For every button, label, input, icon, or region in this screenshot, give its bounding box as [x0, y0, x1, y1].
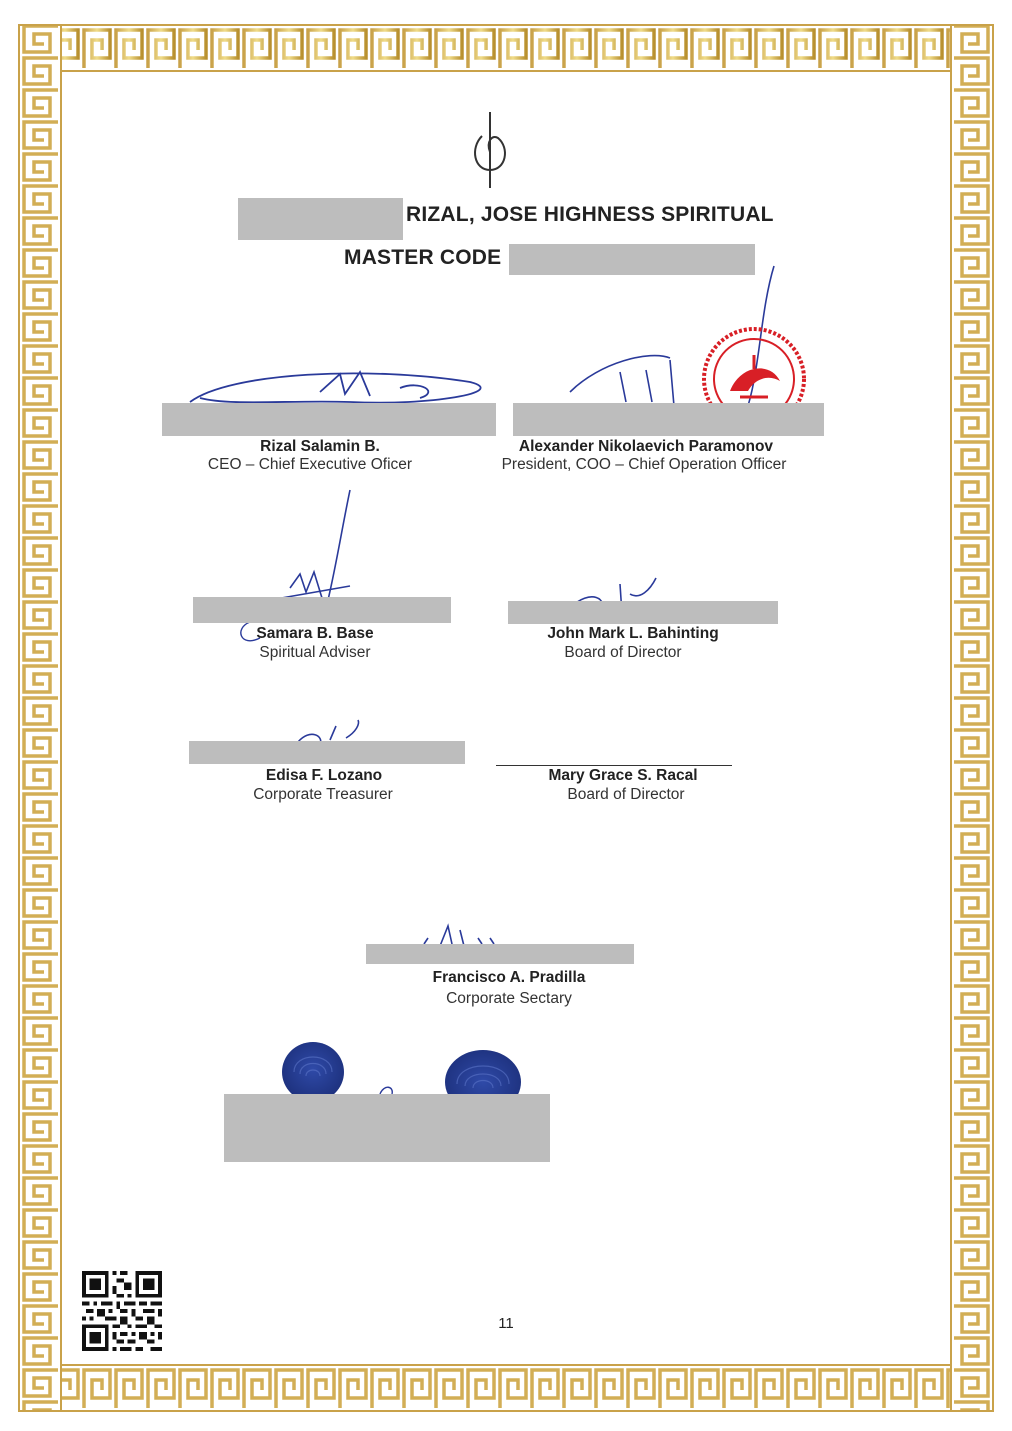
signature-line-racal [496, 765, 732, 766]
redacted-signature-5 [189, 741, 465, 764]
signatory-role-3: Spiritual Adviser [259, 644, 371, 661]
redacted-signature-6 [366, 944, 634, 964]
border-bottom [18, 1364, 994, 1412]
redacted-name-thumbprint [224, 1094, 550, 1162]
thumbprint-left-icon [280, 1038, 346, 1102]
signatory-role-1: CEO – Chief Executive Oficer [207, 456, 413, 473]
border-top [18, 24, 994, 72]
page-number: 11 [498, 1315, 514, 1332]
signatory-role-7: Corporate Sectary [446, 990, 572, 1007]
signatory-role-6: Board of Director [567, 786, 685, 803]
signatory-role-5: Corporate Treasurer [253, 786, 393, 803]
document-title: RIZAL, JOSE HIGHNESS SPIRITUAL [406, 203, 774, 226]
signatory-role-2: President, COO – Chief Operation Officer [501, 456, 787, 473]
master-code-label: MASTER CODE [344, 246, 502, 269]
redacted-signature-3 [193, 597, 451, 623]
redacted-signature-2 [513, 403, 824, 436]
border-left [18, 24, 62, 1412]
qr-code-icon [82, 1271, 162, 1351]
redacted-signature-4 [508, 601, 778, 624]
signatory-name-5: Edisa F. Lozano [265, 767, 383, 784]
redacted-signature-1 [162, 403, 496, 436]
signatory-name-7: Francisco A. Pradilla [432, 969, 586, 986]
signatory-role-4: Board of Director [564, 644, 682, 661]
signatory-name-4: John Mark L. Bahinting [547, 625, 719, 642]
signatory-name-6: Mary Grace S. Racal [548, 767, 698, 784]
signatory-name-1: Rizal Salamin B. [260, 438, 380, 455]
signatory-name-2: Alexander Nikolaevich Paramonov [518, 438, 774, 455]
redacted-prefix [238, 198, 403, 240]
signatory-name-3: Samara B. Base [256, 625, 374, 642]
phi-symbol-icon [462, 108, 522, 192]
border-right [950, 24, 994, 1412]
